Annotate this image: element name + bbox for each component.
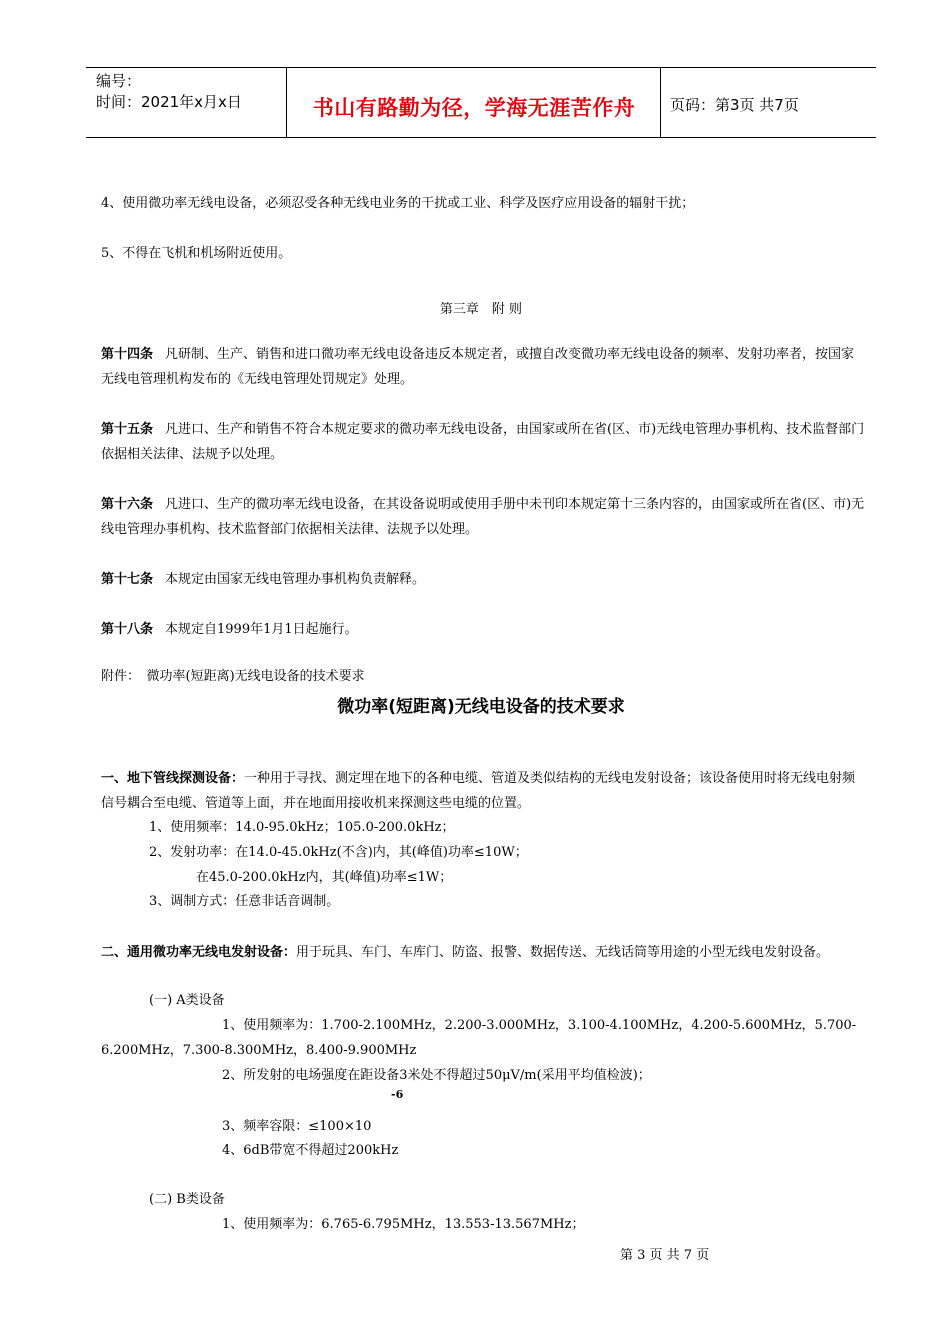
section-2: [101, 940, 865, 965]
class-b-item-1: 1、使用频率为：6.765-6.795MHz，13.553-13.567MHz；: [222, 1217, 585, 1232]
header-divider: [660, 68, 661, 137]
section-2-text: 用于玩具、车门、车库门、防盗、报警、数据传送、无线话筒等用途的小型无线电发射设备。: [296, 945, 830, 960]
article-14: [101, 342, 865, 392]
item-4: 4、使用微功率无线电设备，必须忍受各种无线电业务的干扰或工业、科学及医疗应用设备的辐射干扰；: [101, 196, 695, 211]
section-1-item-3: 3、调制方式：任意非话音调制。: [149, 894, 340, 909]
article-text: 凡研制、生产、销售和进口微功率无线电设备违反本规定者，或擅自改变微功率无线电设备的频率、发射功率者，按国家无线电管理机构发布的《无线电管理处罚规定》处理。: [101, 347, 855, 387]
doc-title: 微功率(短距离)无线电设备的技术要求: [337, 697, 625, 717]
header-motto: 书山有路勤为径，学海无涯苦作舟: [312, 96, 636, 120]
section-2-heading: 二、通用微功率无线电发射设备：: [101, 945, 297, 960]
section-1-item-1: 1、使用频率：14.0-95.0kHz；105.0-200.0kHz；: [149, 820, 455, 835]
footer-page-info: 第 3 页 共 7 页: [620, 1248, 710, 1263]
article-text: 本规定自1999年1月1日起施行。: [165, 622, 358, 637]
item-5: 5、不得在飞机和机场附近使用。: [101, 246, 292, 261]
attachment-line: 附件： 微功率(短距离)无线电设备的技术要求: [101, 669, 365, 684]
class-a-item-1-line-2: 6.200MHz，7.300-8.300MHz，8.400-9.900MHz: [101, 1043, 417, 1058]
class-a-item-4: 4、6dB带宽不得超过200kHz: [222, 1143, 399, 1158]
class-a-label: (一) A类设备: [149, 993, 225, 1008]
section-1-heading: 一、地下管线探测设备：: [101, 771, 245, 786]
class-a-item-3: 3、频率容限：≤100×10: [222, 1119, 372, 1134]
class-a-item-2: 2、所发射的电场强度在距设备3米处不得超过50μV/m(采用平均值检波)；: [222, 1068, 651, 1083]
article-label: 第十五条: [101, 422, 154, 437]
exponent-mark: -6: [391, 1088, 404, 1101]
section-1: [101, 766, 865, 816]
section-1-item-2b: 在45.0-200.0kHz内，其(峰值)功率≤1W；: [196, 870, 453, 885]
chapter-title: 第三章 附 则: [439, 302, 523, 317]
article-16: [101, 492, 865, 542]
class-b-label: (二) B类设备: [149, 1192, 225, 1207]
article-label: 第十六条: [101, 497, 154, 512]
article-18: [101, 617, 865, 642]
page-header: [86, 67, 876, 138]
class-a-item-1-line-1: 1、使用频率为：1.700-2.100MHz，2.200-3.000MHz，3.100-4.100MHz，4.200-5.600MHz，5.700-: [222, 1018, 857, 1033]
article-label: 第十七条: [101, 572, 154, 587]
section-1-text: 一种用于寻找、测定埋在地下的各种电缆、管道及类似结构的无线电发射设备；该设备使用时将无线电射频信号耦合至电缆、管道等上面，并在地面用接收机来探测这些电缆的位置。: [101, 771, 856, 811]
time-label: 时间：2021年x月x日: [96, 93, 242, 111]
header-divider: [286, 68, 287, 137]
serial-label: 编号：: [96, 72, 142, 90]
section-1-item-2: 2、发射功率：在14.0-45.0kHz(不含)内，其(峰值)功率≤10W；: [149, 845, 528, 860]
article-label: 第十四条: [101, 347, 154, 362]
header-page-info: 页码：第3页 共7页: [670, 96, 799, 114]
article-15: [101, 417, 865, 467]
article-text: 凡进口、生产和销售不符合本规定要求的微功率无线电设备，由国家或所在省(区、市)无线电管理办事机构、技术监督部门依据相关法律、法规予以处理。: [101, 422, 865, 462]
article-text: 本规定由国家无线电管理办事机构负责解释。: [165, 572, 426, 587]
article-17: [101, 567, 865, 592]
article-text: 凡进口、生产的微功率无线电设备，在其设备说明或使用手册中未刊印本规定第十三条内容的，由国家或所在省(区、市)无线电管理办事机构、技术监督部门依据相关法律、法规予以处理。: [101, 497, 865, 537]
article-label: 第十八条: [101, 622, 154, 637]
